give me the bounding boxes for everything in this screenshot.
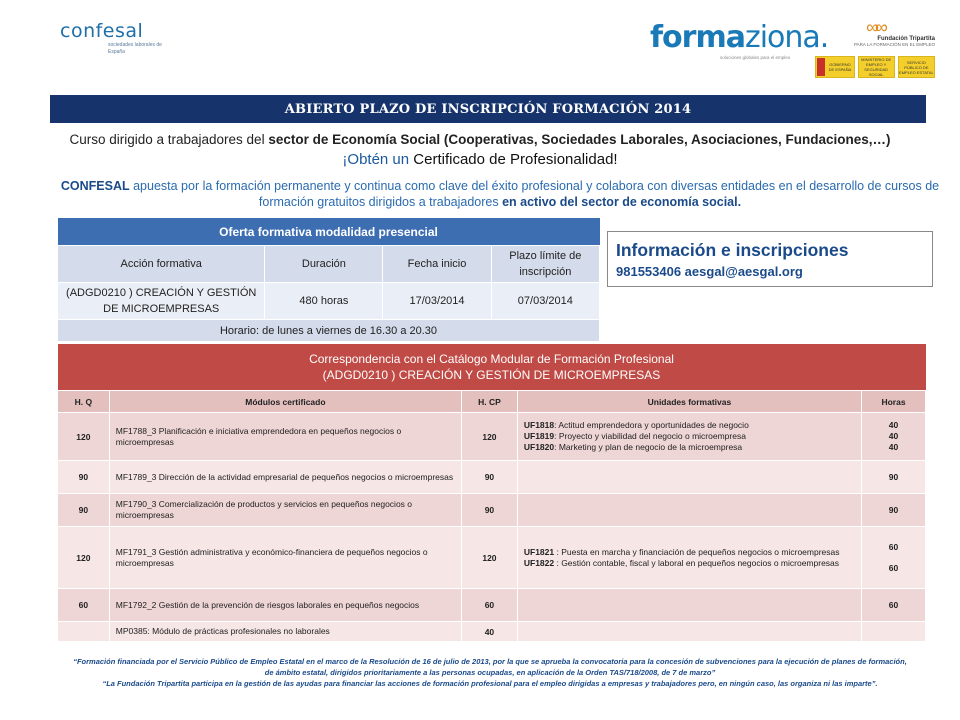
offer-header-fecha: Fecha inicio: [383, 246, 491, 283]
modules-header-hq: H. Q: [58, 391, 110, 413]
module-hq: 90: [58, 494, 110, 527]
module-hours: [862, 413, 926, 461]
course-sector: sector de Economía Social (Cooperativas, Sociedades Laborales, Asociaciones, Fundaciones,…): [268, 132, 891, 147]
info-contact[interactable]: 981553406 aesgal@aesgal.org: [616, 264, 803, 279]
offer-header-plazo: Plazo límite de inscripción: [491, 246, 599, 283]
unit-code: UF1820: [523, 442, 555, 452]
modules-table: [57, 344, 926, 642]
module-units: [517, 622, 861, 642]
module-units: [517, 589, 861, 622]
module-units: [517, 461, 861, 494]
unit-hours: 40: [888, 420, 899, 430]
funding-footer: [70, 656, 910, 689]
module-name: MF1791_3 Gestión administrativa y económico-financiera de pequeños negocios o microempresas: [109, 527, 461, 589]
unit-line: [524, 558, 855, 569]
module-hcp: 90: [462, 461, 518, 494]
unit-hours: 60: [888, 599, 899, 610]
module-row: [58, 494, 926, 527]
module-hcp: 120: [462, 413, 518, 461]
tripartita-mark-icon: ∞∞: [866, 17, 884, 37]
module-row: [58, 589, 926, 622]
offer-duracion: 480 horas: [265, 283, 383, 320]
module-name: MF1788_3 Planificación e iniciativa emprendedora en pequeños negocios o microempresas: [109, 413, 461, 461]
formaziona-logo: [650, 20, 828, 60]
info-title: Información e inscripciones: [616, 240, 849, 260]
module-hq: 60: [58, 589, 110, 622]
offer-schedule: Horario: de lunes a viernes de 16.30 a 20.30: [58, 320, 600, 342]
gobierno-logo-strip: [815, 56, 935, 78]
module-hours: [862, 622, 926, 642]
module-row: [58, 461, 926, 494]
confesal-tagline: sociedades laborales de España: [108, 42, 162, 55]
tripartita-tagline: PARA LA FORMACIÓN EN EL EMPLEO: [853, 42, 935, 47]
module-hours: [862, 494, 926, 527]
module-hcp: 40: [462, 622, 518, 642]
unit-hours: 60: [888, 562, 899, 573]
confesal-word: confesal: [60, 20, 144, 42]
fundacion-tripartita-logo: [815, 18, 935, 47]
coat-of-arms-icon: [817, 58, 825, 76]
module-hcp: 90: [462, 494, 518, 527]
unit-line: [524, 442, 855, 453]
banner-title: ABIERTO PLAZO DE INSCRIPCIÓN FORMACIÓN 2014: [50, 95, 926, 123]
intro-paragraph: CONFESAL apuesta por la formación permanente y continua como clave del éxito profesional y colabora con diversas entidades en el desarrollo de cursos de formación gratuitos dirigidos a trabajadores en activo del sector de economía social.: [60, 179, 940, 209]
course-description: Curso dirigido a trabajadores del sector de Economía Social (Cooperativas, Sociedades Laborales, Asociaciones, Fundaciones,…): [69, 132, 891, 147]
unit-line: [524, 431, 855, 442]
sepe-box: SERVICIO PÚBLICO DE EMPLEO ESTATAL: [898, 56, 935, 78]
modules-title: Correspondencia con el Catálogo Modular de Formación Profesional (ADGD0210 ) CREACIÓN Y GESTIÓN DE MICROEMPRESAS: [58, 344, 926, 391]
module-hq: [58, 622, 110, 642]
unit-text: : Puesta en marcha y financiación de pequeños negocios o microempresas: [554, 546, 840, 557]
unit-line: [524, 547, 855, 558]
unit-hours: 40: [888, 442, 899, 452]
ministerio-box: MINISTERIO DE EMPLEO Y SEGURIDAD SOCIAL: [858, 56, 895, 78]
module-hq: 120: [58, 413, 110, 461]
footer-line-1: “Formación financiada por el Servicio Público de Empleo Estatal en el marco de la Resolución de 16 de julio de 2013, por la que se aprueba la convocatoria para la concesión de subvenciones para la ejecución de planes de formación, de ámbito estatal, dirigidos prioritariamente a las personas ocupadas, en aplicación de la Orden TAS/718/2008, de 7 de marzo”: [73, 657, 907, 677]
unit-hours: 40: [888, 431, 899, 441]
modules-header-modulos: Módulos certificado: [109, 391, 461, 413]
unit-text: : Actitud emprendedora y oportunidades de negocio: [554, 420, 749, 430]
module-hours: [862, 461, 926, 494]
offer-table: [57, 218, 600, 342]
offer-accion: (ADGD0210 ) CREACIÓN Y GESTIÓN DE MICROEMPRESAS: [58, 283, 265, 320]
unit-line: [524, 420, 855, 431]
module-name: MP0385: Módulo de prácticas profesionales no laborales: [109, 622, 461, 642]
unit-text: : Marketing y plan de negocio de la microempresa: [554, 442, 743, 452]
module-hq: 120: [58, 527, 110, 589]
formaziona-word-b: ziona.: [744, 20, 829, 55]
gobierno-box: GOBIERNO DE ESPAÑA: [815, 56, 855, 78]
modules-header-unidades: Unidades formativas: [517, 391, 861, 413]
unit-hours: 90: [888, 471, 899, 482]
module-hcp: 120: [462, 527, 518, 589]
module-hours: [862, 589, 926, 622]
module-name: MF1789_3 Dirección de la actividad empresarial de pequeños negocios o microempresas: [109, 461, 461, 494]
unit-code: UF1818: [523, 420, 555, 430]
module-hcp: 60: [462, 589, 518, 622]
footer-line-2: “La Fundación Tripartita participa en la gestión de las ayudas para financiar las acciones de formación profesional para el empleo dirigidas a empresas y trabajadores pero, en ningún caso, las organiza ni las imparte”.: [102, 679, 878, 688]
offer-fecha: 17/03/2014: [383, 283, 491, 320]
modules-header-horas: Horas: [862, 391, 926, 413]
unit-text: : Proyecto y viabilidad del negocio o microempresa: [554, 431, 746, 441]
unit-hours: 90: [888, 504, 899, 515]
unit-code: UF1819: [523, 431, 555, 441]
unit-text: : Gestión contable, fiscal y laboral en pequeños negocios o microempresas: [554, 557, 840, 568]
offer-plazo: 07/03/2014: [491, 283, 599, 320]
module-row: [58, 527, 926, 589]
formaziona-word-a: forma: [650, 20, 745, 55]
unit-code: UF1822: [523, 557, 555, 568]
module-units: [517, 527, 861, 589]
module-hq: 90: [58, 461, 110, 494]
module-hours: [862, 527, 926, 589]
certificate-headline: ¡Obtén un Certificado de Profesionalidad!: [342, 151, 618, 168]
offer-title: Oferta formativa modalidad presencial: [58, 218, 600, 246]
module-row: [58, 413, 926, 461]
module-units: [517, 413, 861, 461]
module-units: [517, 494, 861, 527]
offer-header-duracion: Duración: [265, 246, 383, 283]
info-box: [607, 231, 933, 287]
unit-code: UF1821: [523, 546, 555, 557]
tripartita-name: Fundación Tripartita: [877, 36, 935, 42]
module-name: MF1792_2 Gestión de la prevención de riesgos laborales en pequeños negocios: [109, 589, 461, 622]
confesal-logo: [60, 20, 168, 56]
offer-row: [58, 283, 600, 320]
formaziona-tagline: soluciones globales para el empleo: [720, 55, 791, 60]
module-name: MF1790_3 Comercialización de productos y servicios en pequeños negocios o microempresas: [109, 494, 461, 527]
unit-hours: 60: [888, 541, 899, 552]
module-row: [58, 622, 926, 642]
modules-header-hcp: H. CP: [462, 391, 518, 413]
offer-header-accion: Acción formativa: [58, 246, 265, 283]
